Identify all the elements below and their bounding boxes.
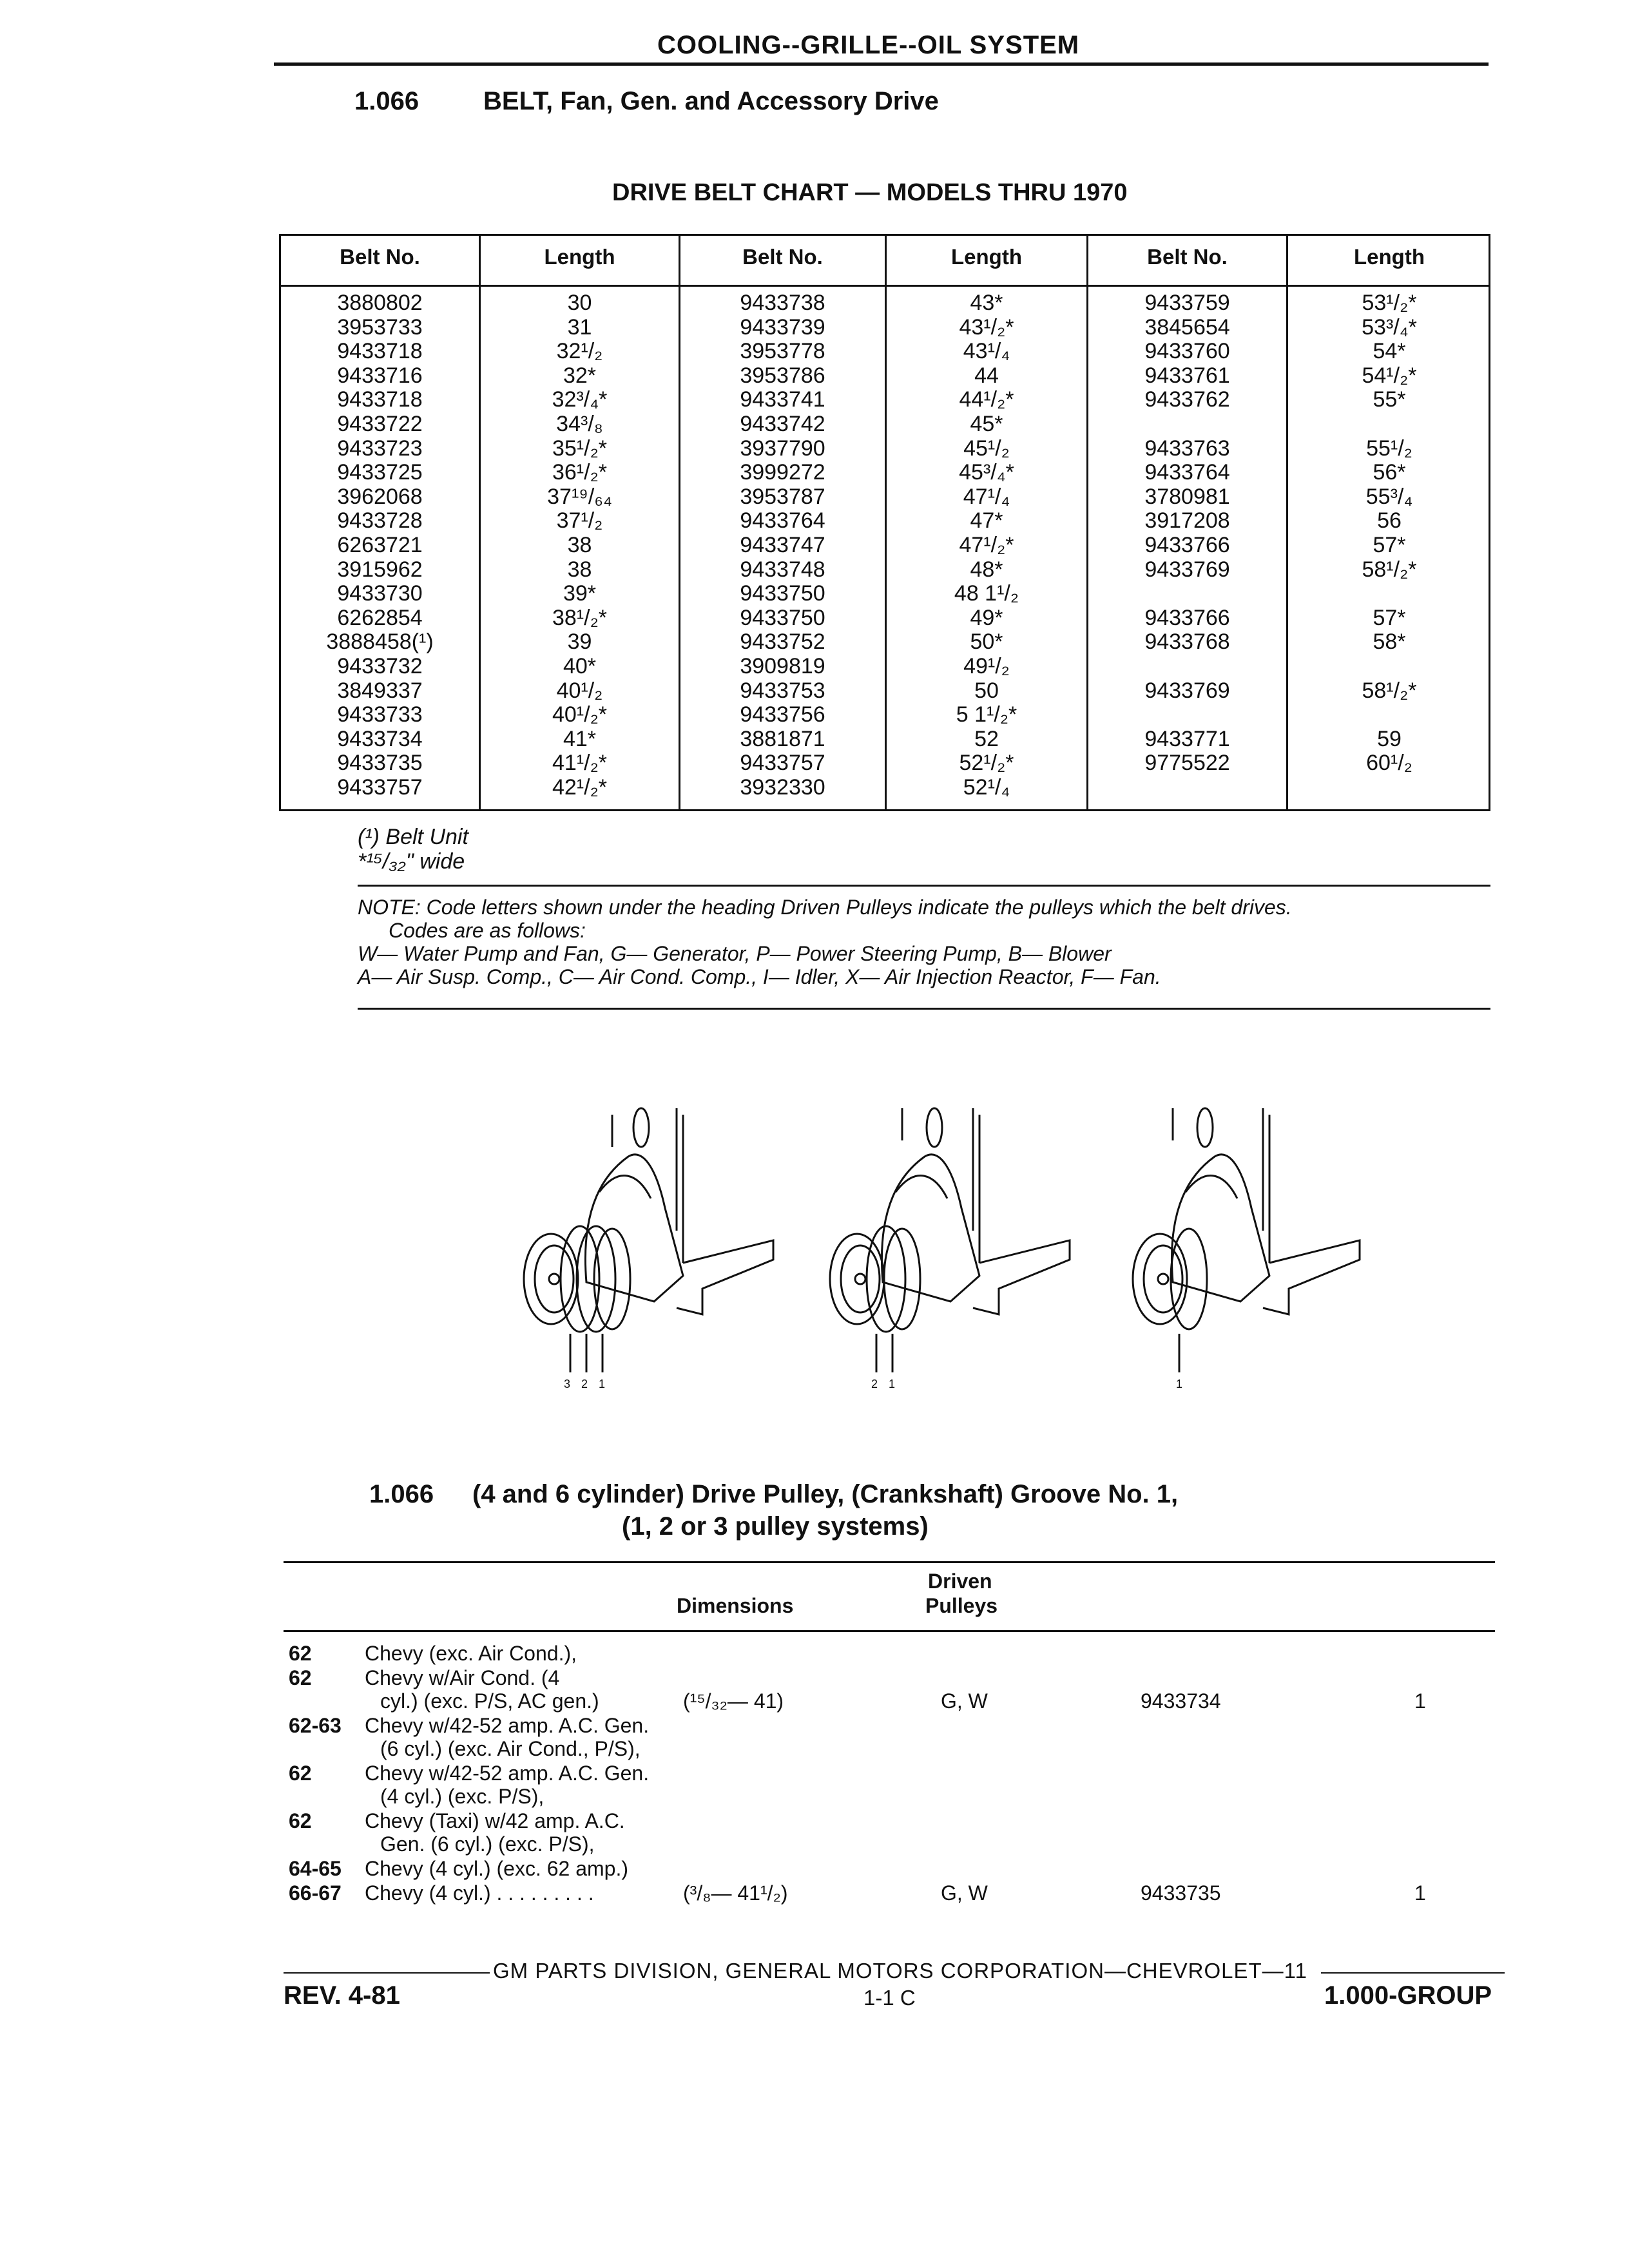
belt-number-cell: 9433756 (740, 702, 825, 727)
belt-number-cell: 9433757 (740, 751, 825, 776)
belt-number-cell: 9433762 (1144, 387, 1230, 412)
belt-number-cell: 9433757 (337, 775, 423, 800)
row-part-number: 9433735 (1141, 1881, 1221, 1905)
belt-length-cell: 55¹/₂ (1366, 436, 1412, 461)
belt-length-cell: 37¹/₂ (556, 508, 603, 533)
belt-number-cell: 9433718 (337, 339, 423, 364)
belt-number-cell: 9433761 (1144, 363, 1230, 388)
belt-number-cell: 3909819 (740, 654, 825, 678)
belt-length-cell: 54¹/₂* (1362, 363, 1417, 388)
belt-length-cell: 58* (1373, 629, 1406, 655)
item-title: BELT, Fan, Gen. and Accessory Drive (483, 87, 939, 115)
belt-number-cell: 3953787 (740, 484, 825, 509)
belt-number-cell: 3937790 (740, 436, 825, 461)
belt-length-cell: 52 (974, 726, 999, 751)
row-quantity: 1 (1414, 1689, 1426, 1713)
belt-length-cell: 38¹/₂* (552, 605, 608, 630)
belt-length-cell: 44 (974, 363, 999, 388)
row-year: 62-63 (289, 1714, 342, 1737)
pulley-section-title-2: (1, 2 or 3 pulley systems) (622, 1512, 929, 1541)
note-line-3: W— Water Pump and Fan, G— Generator, P— Power Steering Pump, B— Blower (358, 942, 1112, 965)
belt-number-cell: 3999272 (740, 460, 825, 485)
belt-number-cell: 9433764 (1144, 460, 1230, 485)
belt-length-cell: 48 1¹/₂ (954, 581, 1019, 606)
row-application: cyl.) (exc. P/S, AC gen.) (380, 1689, 599, 1713)
row-driven-pulleys: G, W (941, 1881, 988, 1905)
row-year: 62 (289, 1809, 312, 1832)
header-belt-no: Belt No. (1147, 245, 1228, 269)
belt-length-cell: 44¹/₂* (959, 387, 1014, 412)
belt-length-cell: 42¹/₂* (552, 775, 608, 800)
belt-number-cell: 9433771 (1144, 726, 1230, 751)
belt-number-cell: 6263721 (337, 533, 423, 557)
pulley-3-groove-labels: 1 (1176, 1378, 1183, 1390)
belt-number-cell: 3780981 (1144, 484, 1230, 509)
col-driven-2: Pulleys (925, 1594, 998, 1617)
pulley-header-rule (284, 1630, 1495, 1632)
belt-number-cell: 9433763 (1144, 436, 1230, 461)
belt-length-cell: 43¹/₄ (963, 339, 1010, 364)
belt-number-cell: 9433741 (740, 387, 825, 412)
belt-length-cell: 47* (970, 508, 1003, 533)
belt-number-cell: 3880802 (337, 291, 423, 315)
belt-length-cell: 57* (1373, 533, 1406, 557)
belt-length-cell: 59 (1377, 726, 1402, 751)
belt-length-cell: 56* (1373, 460, 1406, 485)
note-bottom-rule (358, 1008, 1490, 1010)
pulley-1-groove-labels: 3 2 1 (564, 1378, 610, 1390)
belt-length-cell: 53³/₄* (1362, 314, 1417, 340)
belt-length-cell: 36¹/₂* (552, 460, 608, 485)
belt-number-cell: 9433718 (337, 387, 423, 412)
row-application: Chevy w/42-52 amp. A.C. Gen. (365, 1714, 650, 1737)
belt-length-cell: 32³/₄* (552, 387, 608, 412)
belt-number-cell: 9433734 (337, 726, 423, 751)
belt-length-cell: 38 (567, 557, 592, 582)
belt-length-cell: 31 (567, 314, 592, 340)
header-belt-no: Belt No. (742, 245, 823, 269)
belt-number-cell: 9433730 (337, 581, 423, 606)
belt-chart-title: DRIVE BELT CHART — MODELS THRU 1970 (612, 179, 1128, 206)
belt-length-cell: 41* (563, 726, 597, 751)
belt-number-cell: 9433748 (740, 557, 825, 582)
pulley-diagram-three-groove (524, 1108, 773, 1372)
belt-number-cell: 9433723 (337, 436, 423, 461)
row-application: Chevy (exc. Air Cond.), (365, 1642, 577, 1665)
row-year: 66-67 (289, 1881, 342, 1905)
note-line-2: Codes are as follows: (389, 919, 586, 942)
header-belt-no: Belt No. (340, 245, 420, 269)
belt-number-cell: 3953733 (337, 314, 423, 340)
row-part-number: 9433734 (1141, 1689, 1221, 1713)
note-line-1: NOTE: Code letters shown under the heading Driven Pulleys indicate the pulleys which the belt drives. (358, 896, 1292, 919)
row-year: 62 (289, 1642, 312, 1665)
belt-length-cell: 32¹/₂ (556, 339, 603, 364)
belt-number-cell: 3917208 (1144, 508, 1230, 533)
belt-number-cell: 9433742 (740, 412, 825, 436)
belt-length-cell: 49¹/₂ (963, 654, 1010, 678)
belt-length-cell: 35¹/₂* (552, 436, 608, 461)
col-driven-1: Driven (928, 1570, 992, 1593)
belt-length-cell: 47¹/₄ (963, 484, 1010, 509)
belt-number-cell: 3962068 (337, 484, 423, 509)
belt-number-cell: 6262854 (337, 605, 423, 630)
belt-number-cell: 9433759 (1144, 291, 1230, 315)
belt-length-cell: 57* (1373, 605, 1406, 630)
row-application: Chevy w/Air Cond. (4 (365, 1666, 560, 1689)
note-line-4: A— Air Susp. Comp., C— Air Cond. Comp., I— Idler, X— Air Injection Reactor, F— Fan. (358, 965, 1161, 988)
belt-length-cell: 55* (1373, 387, 1406, 412)
belt-length-cell: 45³/₄* (959, 460, 1014, 485)
belt-length-cell: 39* (563, 581, 597, 606)
header-length: Length (544, 245, 615, 269)
section-title: COOLING--GRILLE--OIL SYSTEM (657, 31, 1080, 59)
row-quantity: 1 (1414, 1881, 1426, 1905)
belt-number-cell: 9433747 (740, 533, 825, 557)
belt-length-cell: 56 (1377, 508, 1402, 533)
belt-length-cell: 55³/₄ (1365, 484, 1413, 509)
pulley-top-rule (284, 1561, 1495, 1563)
belt-length-cell: 50* (970, 629, 1003, 655)
row-year: 64-65 (289, 1857, 342, 1880)
row-application: Chevy (Taxi) w/42 amp. A.C. (365, 1809, 625, 1832)
col-dimensions: Dimensions (677, 1594, 794, 1617)
pulley-section-title-1: (4 and 6 cylinder) Drive Pulley, (Crankshaft) Groove No. 1, (472, 1480, 1179, 1508)
belt-length-cell: 41¹/₂* (552, 751, 608, 776)
belt-number-cell: 3845654 (1144, 314, 1230, 340)
belt-number-cell: 9433764 (740, 508, 825, 533)
belt-length-cell: 32* (563, 363, 597, 388)
pulley-diagram-two-groove (830, 1108, 1070, 1372)
row-driven-pulleys: G, W (941, 1689, 988, 1713)
belt-number-cell: 9433735 (337, 751, 423, 776)
header-length: Length (951, 245, 1022, 269)
belt-number-cell: 3953786 (740, 363, 825, 388)
header-rule (274, 62, 1489, 66)
belt-number-cell: 9433739 (740, 314, 825, 340)
belt-length-cell: 58¹/₂* (1362, 557, 1417, 582)
pulley-2-groove-labels: 2 1 (871, 1378, 900, 1390)
belt-number-cell: 3881871 (740, 726, 825, 751)
belt-chart-table (279, 234, 1490, 811)
belt-length-cell: 43* (970, 291, 1003, 315)
belt-number-cell: 9433768 (1144, 629, 1230, 655)
note-top-rule (358, 885, 1490, 887)
belt-length-cell: 45¹/₂ (963, 436, 1010, 461)
footer-page-number: 1-1 C (863, 1986, 916, 2010)
row-dimensions: (¹⁵/₃₂— 41) (683, 1689, 784, 1713)
belt-length-cell: 34³/₈ (556, 412, 603, 436)
belt-length-cell: 39 (567, 629, 592, 655)
row-application: Chevy (4 cyl.) . . . . . . . . . (365, 1881, 594, 1905)
belt-number-cell: 9433732 (337, 654, 423, 678)
belt-length-cell: 50 (974, 678, 999, 703)
pulley-section-number: 1.066 (369, 1480, 434, 1508)
belt-number-cell: 3849337 (337, 678, 423, 703)
belt-length-cell: 5 1¹/₂* (956, 702, 1017, 727)
row-application: (6 cyl.) (exc. Air Cond., P/S), (380, 1737, 641, 1760)
footer-group: 1.000-GROUP (1324, 1981, 1492, 2010)
footer-revision: REV. 4-81 (284, 1981, 400, 2010)
belt-number-cell: 9433716 (337, 363, 423, 388)
row-year: 62 (289, 1762, 312, 1785)
belt-length-cell: 45* (970, 412, 1003, 436)
belt-number-cell: 9433760 (1144, 339, 1230, 364)
belt-number-cell: 9775522 (1144, 751, 1230, 776)
footnote-width: *¹⁵/₃₂" wide (358, 849, 465, 874)
belt-number-cell: 9433722 (337, 412, 423, 436)
belt-length-cell: 53¹/₂* (1362, 291, 1417, 315)
belt-number-cell: 9433733 (337, 702, 423, 727)
row-application: Chevy (4 cyl.) (exc. 62 amp.) (365, 1857, 628, 1880)
footer-rule-right (1321, 1972, 1505, 1974)
belt-length-cell: 52¹/₄ (963, 775, 1010, 800)
row-year: 62 (289, 1666, 312, 1689)
belt-length-cell: 52¹/₂* (959, 751, 1014, 776)
footer-division-line: GM PARTS DIVISION, GENERAL MOTORS CORPORATION—CHEVROLET—11 (493, 1959, 1307, 1983)
row-application: Gen. (6 cyl.) (exc. P/S), (380, 1832, 595, 1856)
belt-number-cell: 3888458(¹) (326, 629, 434, 655)
belt-number-cell: 9433766 (1144, 605, 1230, 630)
belt-length-cell: 40¹/₂* (552, 702, 608, 727)
footer-rule-left (284, 1972, 490, 1974)
belt-length-cell: 40* (563, 654, 597, 678)
belt-number-cell: 9433769 (1144, 557, 1230, 582)
belt-length-cell: 49* (970, 605, 1003, 630)
belt-length-cell: 43¹/₂* (959, 314, 1014, 340)
belt-number-cell: 9433766 (1144, 533, 1230, 557)
row-application: Chevy w/42-52 amp. A.C. Gen. (365, 1762, 650, 1785)
belt-number-cell: 9433752 (740, 629, 825, 655)
belt-length-cell: 38 (567, 533, 592, 557)
belt-number-cell: 9433769 (1144, 678, 1230, 703)
footnote-belt-unit: (¹) Belt Unit (358, 825, 468, 849)
belt-number-cell: 9433725 (337, 460, 423, 485)
belt-number-cell: 3915962 (337, 557, 423, 582)
pulley-diagrams (490, 1095, 1521, 1418)
belt-number-cell: 9433750 (740, 581, 825, 606)
pulley-diagram-one-groove (1133, 1108, 1360, 1372)
row-dimensions: (³/₈— 41¹/₂) (683, 1881, 788, 1905)
row-application: (4 cyl.) (exc. P/S), (380, 1785, 545, 1808)
belt-number-cell: 9433753 (740, 678, 825, 703)
belt-number-cell: 3932330 (740, 775, 825, 800)
item-number: 1.066 (354, 87, 419, 115)
belt-number-cell: 9433750 (740, 605, 825, 630)
belt-length-cell: 60¹/₂ (1366, 751, 1412, 776)
belt-number-cell: 3953778 (740, 339, 825, 364)
header-length: Length (1354, 245, 1425, 269)
belt-length-cell: 30 (567, 291, 592, 315)
belt-length-cell: 58¹/₂* (1362, 678, 1417, 703)
belt-length-cell: 48* (970, 557, 1003, 582)
belt-length-cell: 40¹/₂ (556, 678, 603, 703)
belt-length-cell: 54* (1373, 339, 1406, 364)
belt-length-cell: 37¹⁹/₆₄ (547, 484, 612, 509)
belt-number-cell: 9433738 (740, 291, 825, 315)
belt-number-cell: 9433728 (337, 508, 423, 533)
belt-length-cell: 47¹/₂* (959, 533, 1014, 557)
